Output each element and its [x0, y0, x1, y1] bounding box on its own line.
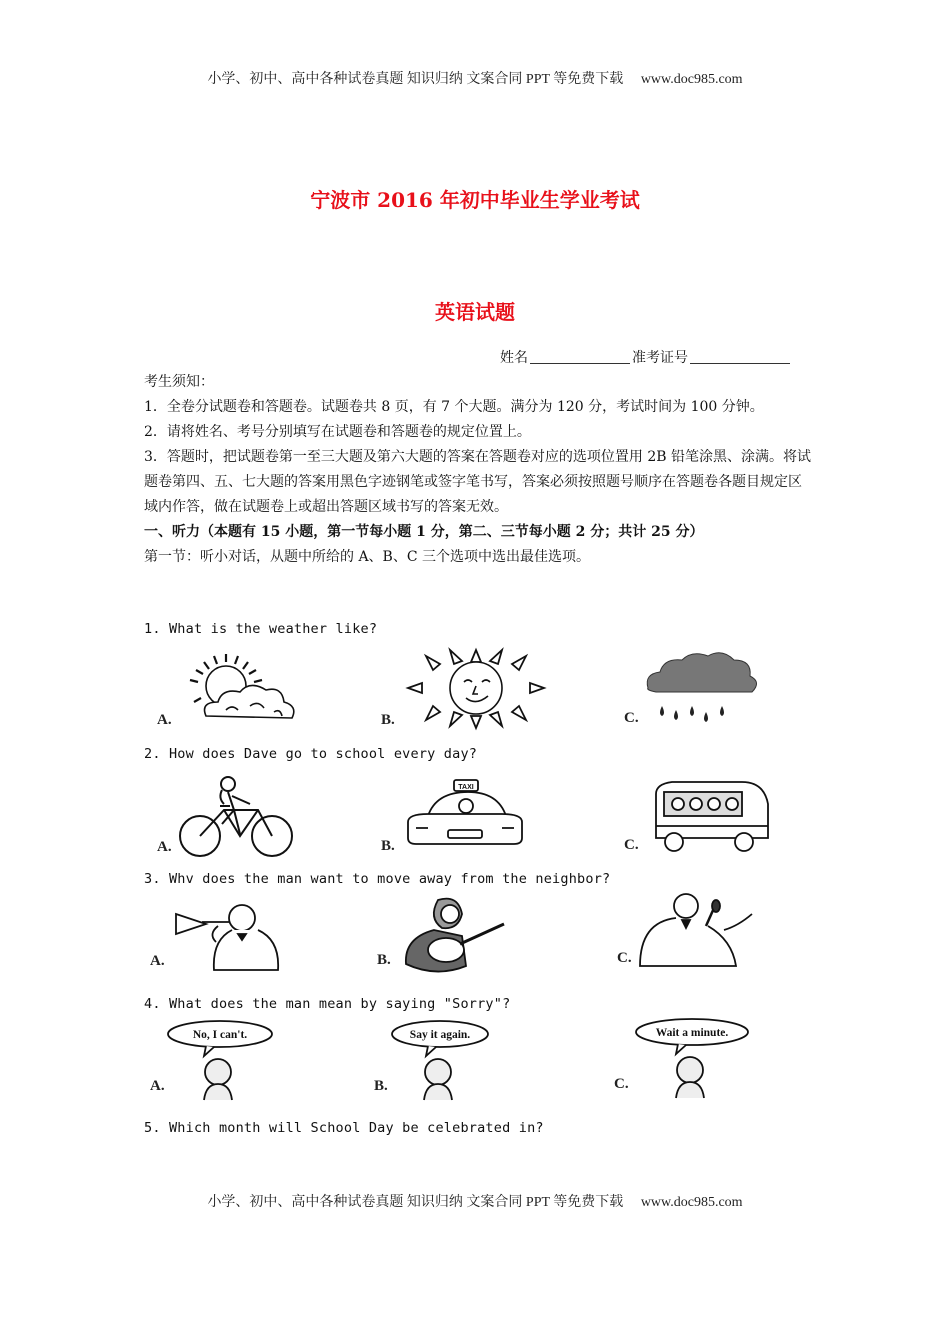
smiling-sun-icon[interactable]: [406, 648, 546, 730]
speech-bubble-person-icon[interactable]: [634, 1018, 754, 1098]
name-id-line: [500, 347, 792, 367]
question-2: 2. How does Dave go to school every day?: [144, 746, 478, 762]
instruction-item: 3．答题时，把试题卷第一至三大题及第六大题的答案在答题卷对应的选项位置用 2B 铅笔涂黑、涂满。将试题卷第四、五、七大题的答案用黑色字迹钢笔或签字笔书写，答案必须按照题号顺序在答题卷各题目规定区域内作答，做在试题卷上或超出答题区域书写的答案无效。: [144, 449, 812, 515]
sun-behind-cloud-icon[interactable]: [176, 650, 306, 725]
singer-icon[interactable]: [638, 890, 760, 972]
option-b-label[interactable]: B.: [381, 838, 395, 854]
question-3: 3. Whv does the man want to move away from the neighbor?: [144, 871, 611, 887]
taxi-sign: TAXI: [458, 784, 474, 791]
exam-subtitle: 英语试题: [435, 300, 515, 324]
exam-title: 宁波市 2016 年初中毕业生学业考试: [310, 188, 640, 212]
option-c-label[interactable]: C.: [624, 710, 639, 726]
header-text: 小学、初中、高中各种试卷真题 知识归纳 文案合同 PPT 等免费下载: [207, 72, 624, 87]
footer-text: 小学、初中、高中各种试卷真题 知识归纳 文案合同 PPT 等免费下载: [207, 1195, 624, 1210]
trumpet-player-icon[interactable]: [172, 898, 282, 976]
option-a-label[interactable]: A.: [150, 1078, 165, 1094]
option-c-label[interactable]: C.: [617, 950, 632, 966]
bubble-text: No, I can't.: [192, 1029, 248, 1041]
option-b-label[interactable]: B.: [374, 1078, 388, 1094]
bubble-text: Say it again.: [409, 1029, 471, 1041]
rain-cloud-icon[interactable]: [642, 654, 762, 726]
id-blank[interactable]: [690, 349, 790, 364]
name-blank[interactable]: [530, 349, 630, 364]
id-label: 准考证号: [632, 350, 688, 366]
option-c-label[interactable]: C.: [614, 1076, 629, 1092]
instructions-heading: 考生须知：: [144, 374, 214, 390]
option-c-label[interactable]: C.: [624, 837, 639, 853]
option-b-label[interactable]: B.: [377, 952, 391, 968]
option-b-label[interactable]: B.: [381, 712, 395, 728]
name-label: 姓名: [500, 350, 528, 366]
bicycle-rider-icon[interactable]: [176, 770, 298, 862]
speech-bubble-person-icon[interactable]: [166, 1020, 278, 1100]
option-a-label[interactable]: A.: [150, 953, 165, 969]
option-a-label[interactable]: A.: [157, 839, 172, 855]
speech-bubble-person-icon[interactable]: [390, 1020, 502, 1100]
guitar-player-icon[interactable]: [398, 896, 510, 976]
section-heading: 一、听力（本题有 15 小题，第一节每小题 1 分，第二、三节每小题 2 分；共计 25 分）: [144, 524, 704, 540]
taxi-icon[interactable]: [404, 778, 526, 852]
page-footer: [0, 1191, 950, 1211]
school-bus-icon[interactable]: [648, 778, 772, 856]
bubble-text: Wait a minute.: [655, 1027, 729, 1039]
question-5: 5. Which month will School Day be celebrated in?: [144, 1120, 544, 1136]
header-site[interactable]: www.doc985.com: [640, 72, 743, 87]
instruction-item: 1．全卷分试题卷和答题卷。试题卷共 8 页，有 7 个大题。满分为 120 分，考试时间为 100 分钟。: [144, 399, 764, 415]
instructions: [144, 370, 812, 570]
page-header: [0, 68, 950, 88]
part-intro: 第一节：听小对话，从题中所给的 A、B、C 三个选项中选出最佳选项。: [144, 549, 591, 565]
footer-site[interactable]: www.doc985.com: [640, 1195, 743, 1210]
question-4: 4. What does the man mean by saying "Sorry"?: [144, 996, 511, 1012]
question-1: 1. What is the weather like?: [144, 621, 378, 637]
instruction-item: 2．请将姓名、考号分别填写在试题卷和答题卷的规定位置上。: [144, 424, 531, 440]
option-a-label[interactable]: A.: [157, 712, 172, 728]
